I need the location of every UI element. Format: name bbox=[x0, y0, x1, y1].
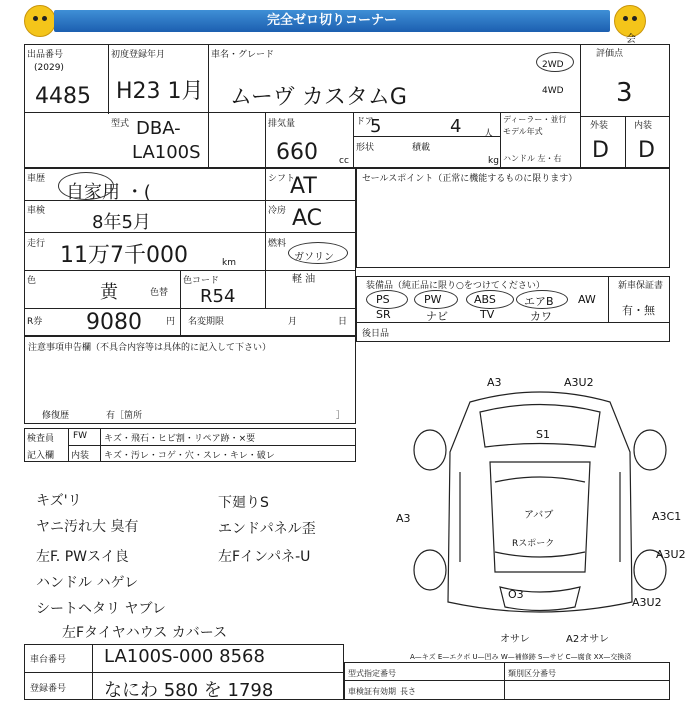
shift-value: AT bbox=[290, 174, 317, 199]
int-value: D bbox=[638, 138, 655, 163]
drive-circle bbox=[536, 52, 574, 72]
equip-pw: PW bbox=[424, 293, 442, 306]
inspect-label: 車検 bbox=[27, 206, 46, 216]
score-label: 評価点 bbox=[596, 49, 624, 59]
equipment-label: 装備品（純正品に限り○をつけてください） bbox=[366, 281, 545, 291]
seats-value: 4 bbox=[450, 116, 462, 137]
disp-unit: cc bbox=[339, 156, 349, 166]
comment-3: 左F. PWスイ良 bbox=[36, 549, 129, 565]
diag-label-a3u2-rear: A3U2 bbox=[632, 596, 662, 609]
equip-sr: SR bbox=[376, 308, 391, 321]
color-change-label: 色替 bbox=[150, 288, 169, 298]
recycle-value: 9080 bbox=[86, 310, 142, 335]
inspector-int-items: キズ・汚レ・コゲ・穴・スレ・キレ・破レ bbox=[104, 451, 275, 461]
doors-label: ドア bbox=[356, 117, 374, 127]
tax-label: 名変期限 bbox=[188, 317, 225, 327]
rear-seat-label: 後日品 bbox=[362, 329, 390, 339]
first-reg: H23 1月 bbox=[116, 79, 204, 104]
inspector-label-2: 記入欄 bbox=[27, 451, 55, 461]
disp-label: 排気量 bbox=[268, 119, 296, 129]
comment-2: ヤニ汚れ大 臭有 bbox=[36, 519, 139, 535]
comment-right-1: 下廻りS bbox=[218, 495, 269, 511]
warranty-label: 新車保証書 bbox=[618, 281, 664, 291]
doors-value: 5 bbox=[370, 116, 382, 137]
notes-label: 注意事項申告欄（不具合内容等は具体的に記入して下さい） bbox=[28, 343, 272, 353]
shape-label: 形状 bbox=[356, 143, 375, 153]
drive-4wd: 4WD bbox=[542, 86, 564, 96]
diag-label-o3: O3 bbox=[508, 588, 524, 601]
equip-abs: ABS bbox=[474, 293, 496, 306]
mascot-left-icon bbox=[24, 5, 56, 37]
equip-ps: PS bbox=[376, 293, 390, 306]
shift-label: シフト bbox=[268, 174, 296, 184]
registration-label: 登録番号 bbox=[30, 684, 67, 694]
disp-value: 660 bbox=[276, 140, 318, 165]
inspect-value: 8年5月 bbox=[92, 212, 151, 233]
comment-6: 左Fタイヤハウス カバース bbox=[62, 625, 228, 641]
equip-airbag: エアB bbox=[524, 295, 554, 308]
registration-value: なにわ 580 を 1798 bbox=[104, 680, 274, 701]
inspector-fw-items: キズ・飛石・ヒビ割・リペア跡・×要 bbox=[104, 434, 256, 444]
banner-title: 完全ゼロ切りコーナー bbox=[54, 10, 610, 32]
fuel-diesel: 軽 油 bbox=[292, 274, 316, 285]
history-label: 車歴 bbox=[27, 174, 46, 184]
recycle-label: R券 bbox=[27, 317, 43, 327]
tax-day: 日 bbox=[338, 317, 348, 327]
int-label: 内装 bbox=[634, 121, 653, 131]
mileage-value: 11万7千000 bbox=[60, 243, 188, 268]
handle-label: ハンドル 左・右 bbox=[503, 154, 562, 163]
diag-label-osare: オサレ bbox=[500, 634, 530, 645]
tax-month: 月 bbox=[288, 317, 298, 327]
first-reg-label: 初度登録年月 bbox=[111, 50, 166, 60]
repair-value: 有［箇所 bbox=[106, 411, 143, 421]
name-label: 車名・グレード bbox=[211, 50, 275, 60]
comment-right-3: 左Fインパネ-U bbox=[218, 549, 311, 565]
model-label: 型式 bbox=[111, 119, 130, 129]
diag-label-a3-top: A3 bbox=[487, 376, 502, 389]
lot-sub: (2029) bbox=[34, 63, 64, 73]
comment-5: シートヘタリ ヤブレ bbox=[36, 601, 166, 617]
mileage-label: 走行 bbox=[27, 239, 46, 249]
history-circle bbox=[58, 172, 114, 200]
inspector-label-1: 検査員 bbox=[27, 434, 55, 444]
vin-label: 車検証有効期 bbox=[348, 687, 396, 696]
seats-unit: 人 bbox=[484, 129, 494, 139]
color-code-label: 色コード bbox=[183, 276, 220, 286]
equip-leather: カワ bbox=[530, 310, 552, 323]
lot-number: 4485 bbox=[35, 84, 91, 109]
comment-right-2: エンドパネル歪 bbox=[218, 521, 316, 537]
diag-label-a3c1: A3C1 bbox=[652, 510, 682, 523]
inspector-fw: FW bbox=[73, 431, 88, 441]
ext-value: D bbox=[592, 138, 609, 163]
diagram-legend: A—キズ E—エクボ U—凹み W—補修跡 S—サビ C—腐食 XX—交換済 bbox=[410, 653, 632, 661]
diag-label-s1: S1 bbox=[536, 428, 550, 441]
diag-label-a2-osare: A2オサレ bbox=[566, 634, 610, 645]
repair-label: 修復歴 bbox=[42, 411, 70, 421]
comment-4: ハンドル ハゲレ bbox=[36, 575, 139, 591]
length-label: 長さ bbox=[400, 687, 416, 696]
warranty-value: 有・無 bbox=[622, 304, 655, 317]
drive-2wd: 2WD bbox=[542, 60, 564, 70]
chassis-value: LA100S-000 8568 bbox=[104, 646, 265, 667]
diag-label-a3u2-right: A3U2 bbox=[656, 548, 686, 561]
inspector-interior: 内装 bbox=[71, 451, 90, 461]
fuel-gasoline: ガソリン bbox=[294, 252, 334, 263]
fuel-label: 燃料 bbox=[268, 239, 287, 249]
corner-label: 会 bbox=[626, 34, 636, 45]
ext-label: 外装 bbox=[590, 121, 609, 131]
color-value: 黄 bbox=[100, 282, 118, 303]
load-label: 積載 bbox=[412, 143, 431, 153]
fuel-circle bbox=[288, 242, 348, 264]
equip-navi: ナビ bbox=[426, 310, 448, 323]
equip-tv: TV bbox=[480, 308, 495, 321]
car-name: ムーヴ カスタムG bbox=[230, 85, 407, 110]
load-unit: kg bbox=[488, 156, 499, 166]
diag-label-a3-left: A3 bbox=[396, 512, 411, 525]
diag-label-r-spoke: Rスポーク bbox=[512, 539, 555, 549]
model-year-label: モデル年式 bbox=[503, 127, 543, 136]
type-label: 型式指定番号 bbox=[348, 669, 396, 678]
dealer-label: ディーラー・並行 bbox=[503, 115, 567, 124]
sales-label: セールスポイント（正常に機能するものに限ります） bbox=[362, 174, 578, 184]
model-line-1: DBA- bbox=[136, 118, 181, 139]
color-label: 色 bbox=[27, 276, 37, 286]
history-value: 自家用 ・( bbox=[66, 182, 151, 203]
diag-label-a3u2-top: A3U2 bbox=[564, 376, 594, 389]
equip-aw: AW bbox=[578, 293, 596, 306]
recycle-unit: 円 bbox=[166, 317, 176, 327]
score-value: 3 bbox=[616, 78, 633, 108]
lot-label: 出品番号 bbox=[27, 50, 64, 60]
chassis-label: 車台番号 bbox=[30, 655, 67, 665]
comment-1: キズ'リ bbox=[36, 493, 82, 509]
color-code-value: R54 bbox=[200, 286, 236, 307]
repair-close: ］ bbox=[336, 411, 346, 421]
ac-label: 冷房 bbox=[268, 206, 287, 216]
model-line-2: LA100S bbox=[132, 142, 201, 163]
mileage-unit: km bbox=[222, 258, 236, 268]
class-label: 類別区分番号 bbox=[508, 669, 556, 678]
diag-label-abab: アバブ bbox=[524, 510, 554, 521]
ac-value: AC bbox=[292, 206, 323, 231]
